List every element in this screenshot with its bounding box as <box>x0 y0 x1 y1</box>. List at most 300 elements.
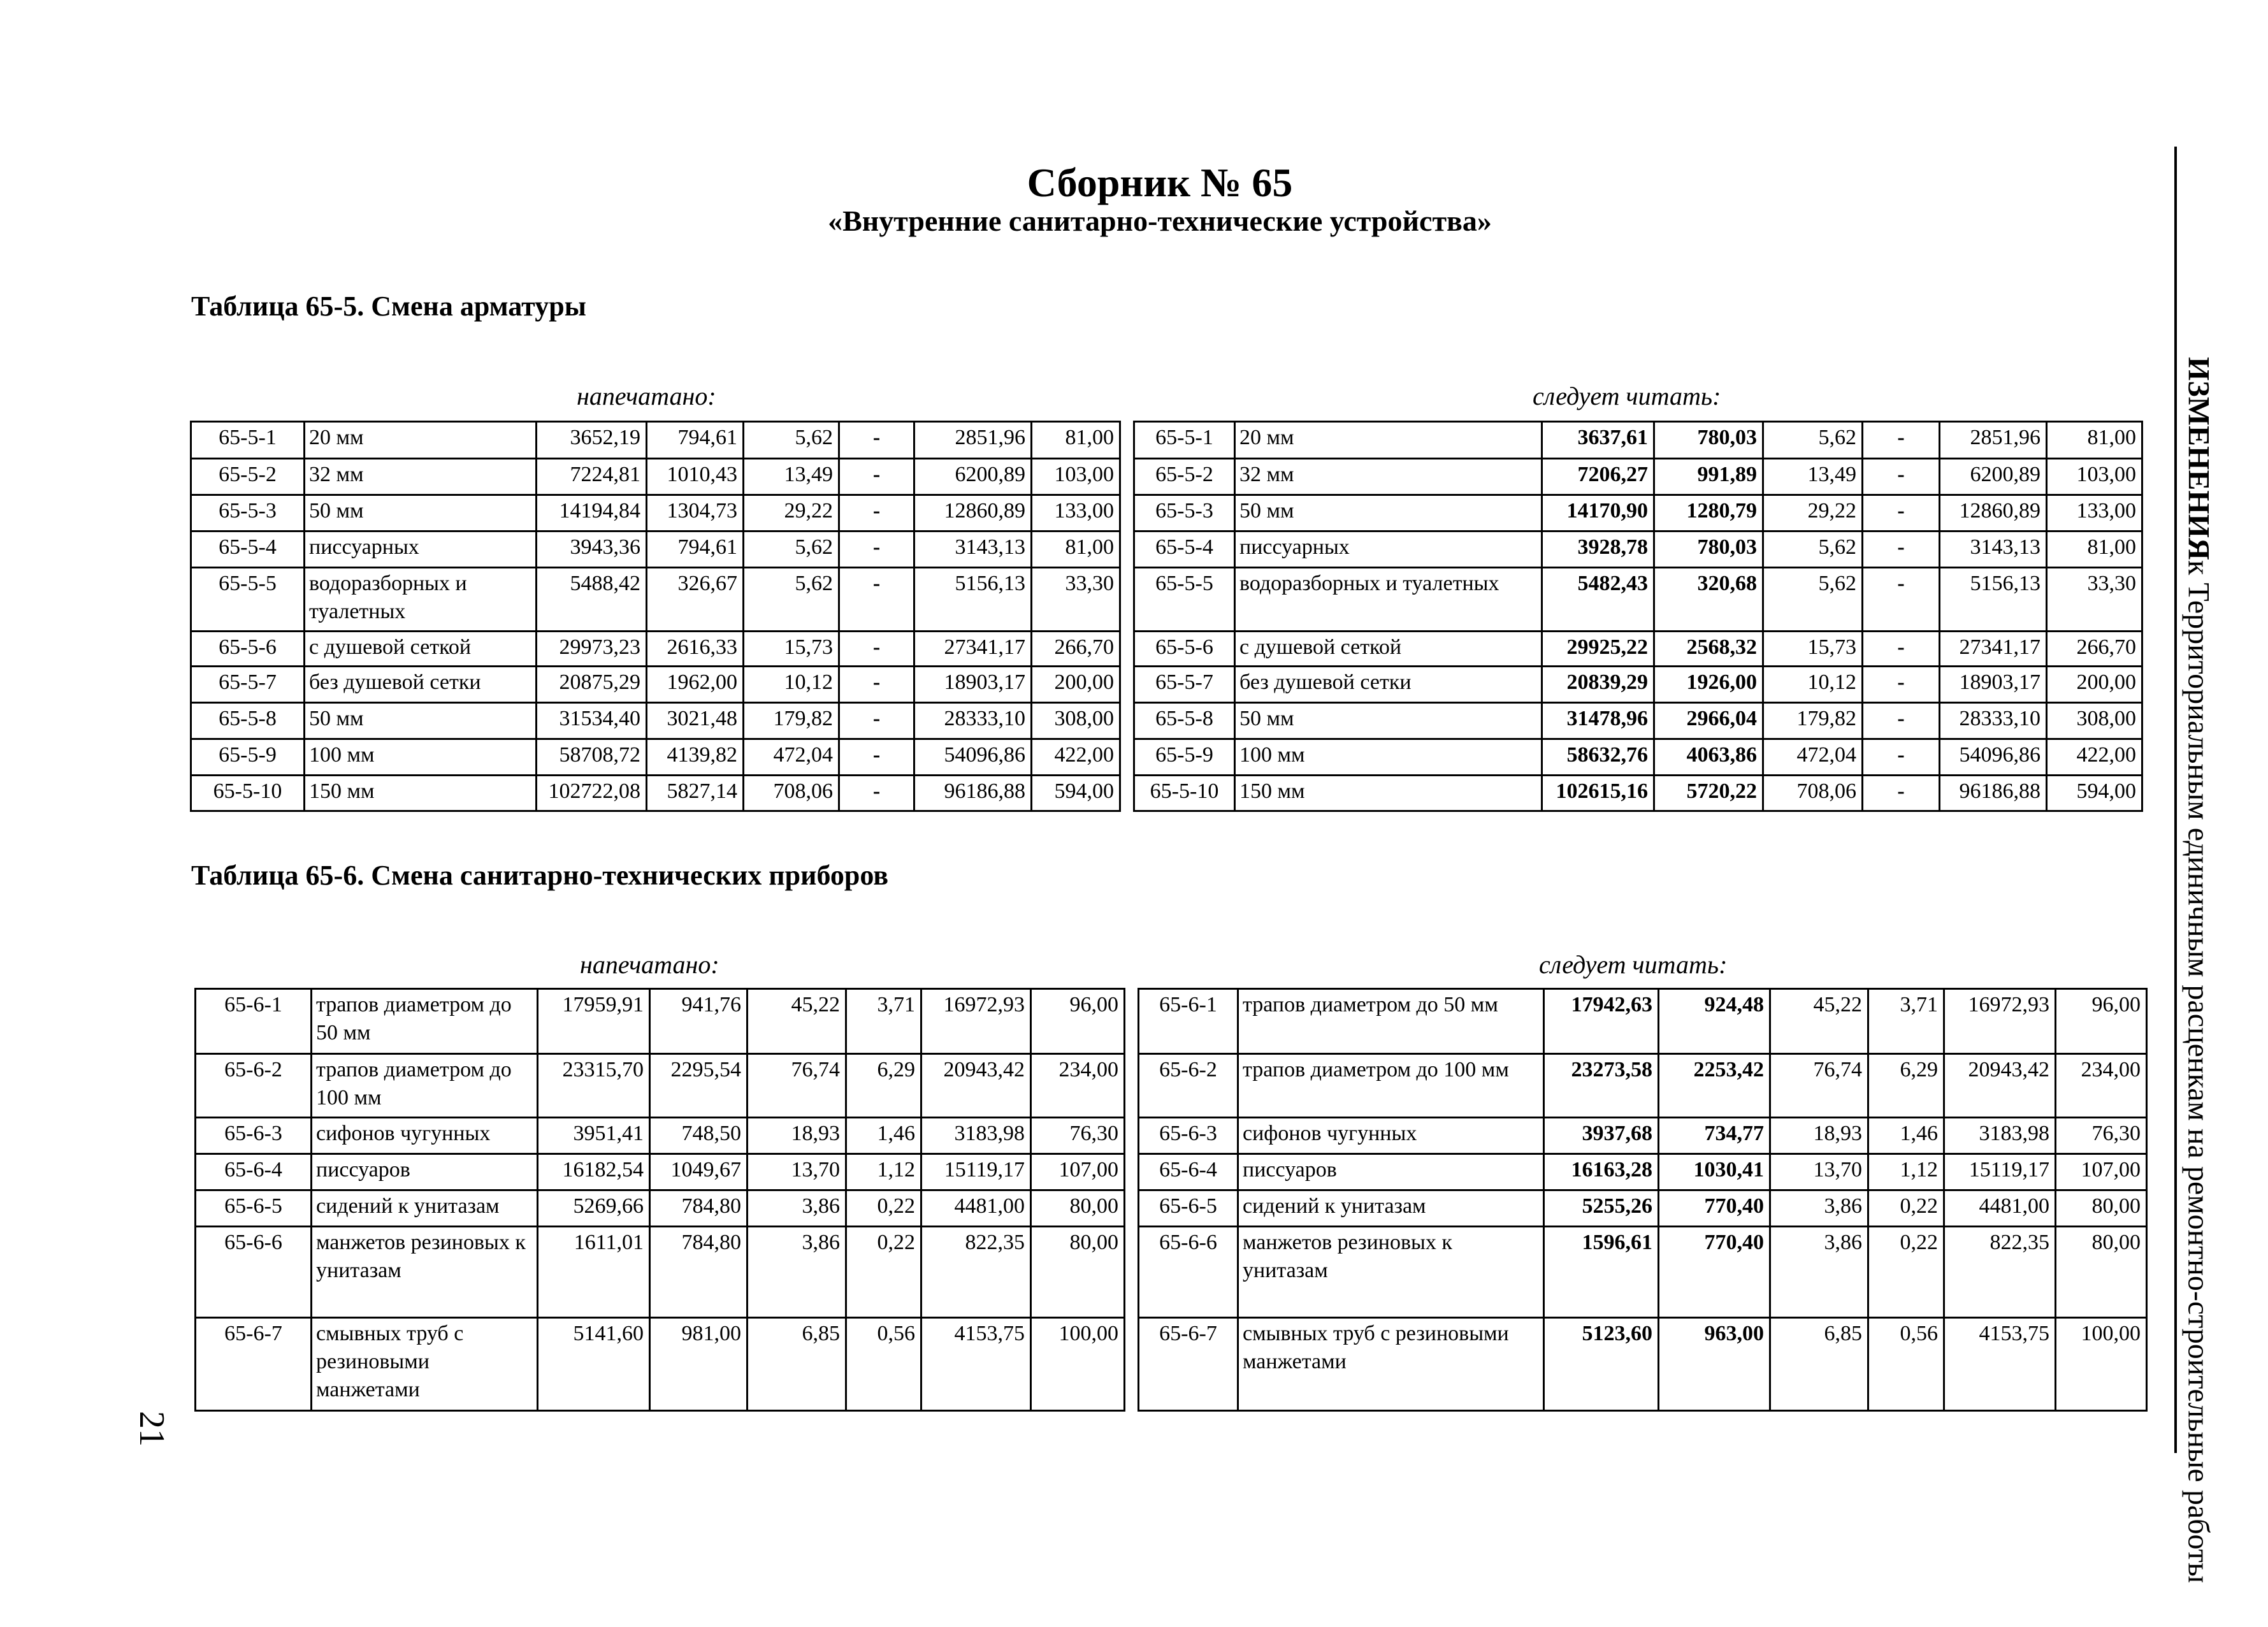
table-65-6-read-label: следует читать: <box>1539 950 1728 979</box>
table-row <box>1134 632 2142 667</box>
name-cell: водоразборных и туалетных <box>305 568 537 632</box>
table-65-6-caption: Таблица 65-6. Смена санитарно-технических приборов <box>191 860 889 891</box>
labor-cell: 33,30 <box>2047 568 2142 632</box>
wage-cell: 941,76 <box>650 989 748 1054</box>
page-number: 21 <box>132 1411 171 1447</box>
driver-wage-cell: 3,71 <box>846 989 921 1054</box>
wage-cell: 794,61 <box>647 531 744 568</box>
table-row <box>196 989 1125 1054</box>
materials-cell: 4481,00 <box>921 1190 1031 1227</box>
table-row <box>191 422 1120 459</box>
materials-cell: 12860,89 <box>1940 495 2047 531</box>
code-cell: 65-6-1 <box>1139 989 1238 1054</box>
machine-cell: 708,06 <box>1763 776 1863 811</box>
wage-cell: 1280,79 <box>1654 495 1763 531</box>
name-cell: 50 мм <box>1235 495 1542 531</box>
driver-wage-cell: - <box>839 739 914 776</box>
materials-cell: 6200,89 <box>1940 459 2047 495</box>
table-row <box>1134 422 2142 459</box>
table-row <box>196 1190 1125 1227</box>
labor-cell: 81,00 <box>2047 422 2142 459</box>
driver-wage-cell: - <box>839 776 914 811</box>
name-cell: 20 мм <box>305 422 537 459</box>
name-cell: 150 мм <box>1235 776 1542 811</box>
driver-wage-cell: 0,22 <box>846 1227 921 1318</box>
code-cell: 65-5-10 <box>1134 776 1235 811</box>
wage-cell: 780,03 <box>1654 531 1763 568</box>
labor-cell: 80,00 <box>2056 1227 2147 1318</box>
labor-cell: 107,00 <box>2056 1154 2147 1190</box>
total-cell: 31534,40 <box>537 703 647 739</box>
collection-subtitle: «Внутренние санитарно-технические устройства» <box>828 205 1492 237</box>
driver-wage-cell: 0,22 <box>846 1190 921 1227</box>
wage-cell: 770,40 <box>1659 1227 1770 1318</box>
table-row <box>1134 495 2142 531</box>
driver-wage-cell: 0,22 <box>1868 1190 1944 1227</box>
table-row <box>1139 1154 2147 1190</box>
code-cell: 65-6-4 <box>196 1154 312 1190</box>
total-cell: 7224,81 <box>537 459 647 495</box>
machine-cell: 3,86 <box>1770 1190 1868 1227</box>
driver-wage-cell: - <box>1863 703 1940 739</box>
total-cell: 7206,27 <box>1542 459 1654 495</box>
name-cell: писсуаров <box>312 1154 538 1190</box>
labor-cell: 422,00 <box>1032 739 1120 776</box>
total-cell: 20875,29 <box>537 667 647 703</box>
name-cell: писсуарных <box>305 531 537 568</box>
labor-cell: 266,70 <box>1032 632 1120 667</box>
table-row <box>191 776 1120 811</box>
machine-cell: 29,22 <box>1763 495 1863 531</box>
code-cell: 65-5-6 <box>1134 632 1235 667</box>
name-cell: водоразборных и туалетных <box>1235 568 1542 632</box>
name-cell: сидений к унитазам <box>312 1190 538 1227</box>
driver-wage-cell: 0,56 <box>1868 1318 1944 1411</box>
wage-cell: 4063,86 <box>1654 739 1763 776</box>
code-cell: 65-6-5 <box>1139 1190 1238 1227</box>
wage-cell: 794,61 <box>647 422 744 459</box>
wage-cell: 734,77 <box>1659 1118 1770 1154</box>
driver-wage-cell: - <box>1863 459 1940 495</box>
driver-wage-cell: - <box>839 632 914 667</box>
name-cell: 32 мм <box>305 459 537 495</box>
driver-wage-cell: - <box>839 531 914 568</box>
name-cell: с душевой сеткой <box>1235 632 1542 667</box>
side-title-bold: ИЗМЕНЕНИЯ <box>2181 357 2216 560</box>
table-row <box>1134 531 2142 568</box>
code-cell: 65-5-1 <box>191 422 305 459</box>
table-row <box>196 1154 1125 1190</box>
materials-cell: 27341,17 <box>1940 632 2047 667</box>
table-row <box>191 495 1120 531</box>
machine-cell: 15,73 <box>744 632 839 667</box>
total-cell: 3928,78 <box>1542 531 1654 568</box>
labor-cell: 80,00 <box>1031 1227 1125 1318</box>
driver-wage-cell: - <box>1863 776 1940 811</box>
driver-wage-cell: - <box>1863 632 1940 667</box>
labor-cell: 103,00 <box>2047 459 2142 495</box>
materials-cell: 28333,10 <box>1940 703 2047 739</box>
code-cell: 65-5-6 <box>191 632 305 667</box>
materials-cell: 4153,75 <box>921 1318 1031 1411</box>
side-running-title <box>2168 357 2229 1583</box>
table-row <box>196 1054 1125 1118</box>
materials-cell: 12860,89 <box>914 495 1032 531</box>
name-cell: без душевой сетки <box>1235 667 1542 703</box>
materials-cell: 3143,13 <box>914 531 1032 568</box>
labor-cell: 234,00 <box>2056 1054 2147 1118</box>
name-cell: смывных труб с резиновыми манжетами <box>312 1318 538 1411</box>
driver-wage-cell: 6,29 <box>1868 1054 1944 1118</box>
materials-cell: 96186,88 <box>914 776 1032 811</box>
labor-cell: 100,00 <box>1031 1318 1125 1411</box>
name-cell: 100 мм <box>1235 739 1542 776</box>
total-cell: 31478,96 <box>1542 703 1654 739</box>
code-cell: 65-6-6 <box>1139 1227 1238 1318</box>
table-row <box>1139 989 2147 1054</box>
materials-cell: 20943,42 <box>1944 1054 2056 1118</box>
table-65-6-read <box>1138 988 2148 1412</box>
machine-cell: 10,12 <box>1763 667 1863 703</box>
code-cell: 65-5-3 <box>1134 495 1235 531</box>
machine-cell: 18,93 <box>1770 1118 1868 1154</box>
labor-cell: 133,00 <box>1032 495 1120 531</box>
total-cell: 23273,58 <box>1544 1054 1659 1118</box>
labor-cell: 100,00 <box>2056 1318 2147 1411</box>
materials-cell: 3183,98 <box>1944 1118 2056 1154</box>
name-cell: трапов диаметром до 50 мм <box>312 989 538 1054</box>
total-cell: 29973,23 <box>537 632 647 667</box>
side-title-rest: к Территориальным единичным расценкам на ремонтно-строительные работы <box>2181 560 2216 1583</box>
driver-wage-cell: 1,12 <box>1868 1154 1944 1190</box>
machine-cell: 3,86 <box>748 1190 846 1227</box>
labor-cell: 234,00 <box>1031 1054 1125 1118</box>
table-row <box>191 632 1120 667</box>
driver-wage-cell: 6,29 <box>846 1054 921 1118</box>
machine-cell: 13,49 <box>744 459 839 495</box>
code-cell: 65-5-9 <box>191 739 305 776</box>
materials-cell: 2851,96 <box>1940 422 2047 459</box>
wage-cell: 4139,82 <box>647 739 744 776</box>
wage-cell: 981,00 <box>650 1318 748 1411</box>
name-cell: 50 мм <box>305 703 537 739</box>
driver-wage-cell: 3,71 <box>1868 989 1944 1054</box>
code-cell: 65-5-2 <box>191 459 305 495</box>
machine-cell: 5,62 <box>744 531 839 568</box>
materials-cell: 3183,98 <box>921 1118 1031 1154</box>
code-cell: 65-6-6 <box>196 1227 312 1318</box>
code-cell: 65-6-7 <box>1139 1318 1238 1411</box>
table-row <box>1134 667 2142 703</box>
machine-cell: 5,62 <box>1763 531 1863 568</box>
name-cell: трапов диаметром до 50 мм <box>1238 989 1544 1054</box>
table-row <box>191 667 1120 703</box>
labor-cell: 308,00 <box>2047 703 2142 739</box>
machine-cell: 3,86 <box>1770 1227 1868 1318</box>
name-cell: без душевой сетки <box>305 667 537 703</box>
table-65-5-read <box>1133 421 2143 812</box>
total-cell: 16163,28 <box>1544 1154 1659 1190</box>
wage-cell: 326,67 <box>647 568 744 632</box>
table-row <box>1139 1227 2147 1318</box>
total-cell: 5123,60 <box>1544 1318 1659 1411</box>
table-row <box>1139 1318 2147 1411</box>
code-cell: 65-6-2 <box>1139 1054 1238 1118</box>
name-cell: сидений к унитазам <box>1238 1190 1544 1227</box>
wage-cell: 1049,67 <box>650 1154 748 1190</box>
total-cell: 17942,63 <box>1544 989 1659 1054</box>
code-cell: 65-5-4 <box>191 531 305 568</box>
code-cell: 65-5-10 <box>191 776 305 811</box>
code-cell: 65-5-5 <box>191 568 305 632</box>
total-cell: 5488,42 <box>537 568 647 632</box>
total-cell: 3937,68 <box>1544 1118 1659 1154</box>
materials-cell: 2851,96 <box>914 422 1032 459</box>
wage-cell: 5720,22 <box>1654 776 1763 811</box>
materials-cell: 5156,13 <box>914 568 1032 632</box>
materials-cell: 4153,75 <box>1944 1318 2056 1411</box>
machine-cell: 6,85 <box>1770 1318 1868 1411</box>
labor-cell: 96,00 <box>1031 989 1125 1054</box>
driver-wage-cell: - <box>1863 568 1940 632</box>
table-row <box>1139 1054 2147 1118</box>
table-row <box>191 459 1120 495</box>
wage-cell: 2568,32 <box>1654 632 1763 667</box>
code-cell: 65-5-4 <box>1134 531 1235 568</box>
driver-wage-cell: 1,46 <box>846 1118 921 1154</box>
total-cell: 102722,08 <box>537 776 647 811</box>
code-cell: 65-5-8 <box>1134 703 1235 739</box>
driver-wage-cell: - <box>839 422 914 459</box>
name-cell: писсуаров <box>1238 1154 1544 1190</box>
code-cell: 65-5-1 <box>1134 422 1235 459</box>
table-row <box>191 703 1120 739</box>
table-65-5-read-label: следует читать: <box>1533 382 1721 410</box>
labor-cell: 103,00 <box>1032 459 1120 495</box>
labor-cell: 594,00 <box>1032 776 1120 811</box>
total-cell: 29925,22 <box>1542 632 1654 667</box>
labor-cell: 422,00 <box>2047 739 2142 776</box>
labor-cell: 200,00 <box>1032 667 1120 703</box>
driver-wage-cell: - <box>1863 422 1940 459</box>
machine-cell: 472,04 <box>1763 739 1863 776</box>
name-cell: 50 мм <box>1235 703 1542 739</box>
table-row <box>196 1318 1125 1411</box>
labor-cell: 594,00 <box>2047 776 2142 811</box>
total-cell: 14194,84 <box>537 495 647 531</box>
machine-cell: 76,74 <box>1770 1054 1868 1118</box>
wage-cell: 2295,54 <box>650 1054 748 1118</box>
table-row <box>1139 1118 2147 1154</box>
total-cell: 102615,16 <box>1542 776 1654 811</box>
driver-wage-cell: - <box>839 667 914 703</box>
wage-cell: 1962,00 <box>647 667 744 703</box>
total-cell: 3652,19 <box>537 422 647 459</box>
total-cell: 58708,72 <box>537 739 647 776</box>
code-cell: 65-5-2 <box>1134 459 1235 495</box>
driver-wage-cell: - <box>839 568 914 632</box>
machine-cell: 5,62 <box>744 568 839 632</box>
wage-cell: 748,50 <box>650 1118 748 1154</box>
labor-cell: 308,00 <box>1032 703 1120 739</box>
labor-cell: 266,70 <box>2047 632 2142 667</box>
code-cell: 65-5-8 <box>191 703 305 739</box>
labor-cell: 133,00 <box>2047 495 2142 531</box>
materials-cell: 5156,13 <box>1940 568 2047 632</box>
total-cell: 58632,76 <box>1542 739 1654 776</box>
table-row <box>191 568 1120 632</box>
name-cell: 20 мм <box>1235 422 1542 459</box>
table-row <box>1134 776 2142 811</box>
table-65-5-printed <box>190 421 1121 812</box>
materials-cell: 16972,93 <box>921 989 1031 1054</box>
name-cell: с душевой сеткой <box>305 632 537 667</box>
wage-cell: 991,89 <box>1654 459 1763 495</box>
name-cell: манжетов резиновых к унитазам <box>312 1227 538 1318</box>
labor-cell: 96,00 <box>2056 989 2147 1054</box>
machine-cell: 45,22 <box>748 989 846 1054</box>
collection-title: Сборник № 65 <box>1027 160 1293 205</box>
labor-cell: 81,00 <box>2047 531 2142 568</box>
driver-wage-cell: - <box>839 459 914 495</box>
wage-cell: 320,68 <box>1654 568 1763 632</box>
materials-cell: 16972,93 <box>1944 989 2056 1054</box>
materials-cell: 54096,86 <box>1940 739 2047 776</box>
materials-cell: 18903,17 <box>1940 667 2047 703</box>
name-cell: манжетов резиновых к унитазам <box>1238 1227 1544 1318</box>
materials-cell: 15119,17 <box>1944 1154 2056 1190</box>
total-cell: 20839,29 <box>1542 667 1654 703</box>
machine-cell: 45,22 <box>1770 989 1868 1054</box>
wage-cell: 784,80 <box>650 1190 748 1227</box>
table-row <box>191 531 1120 568</box>
code-cell: 65-6-2 <box>196 1054 312 1118</box>
materials-cell: 27341,17 <box>914 632 1032 667</box>
name-cell: сифонов чугунных <box>1238 1118 1544 1154</box>
machine-cell: 5,62 <box>1763 422 1863 459</box>
code-cell: 65-5-3 <box>191 495 305 531</box>
table-65-6-printed <box>194 988 1125 1412</box>
labor-cell: 76,30 <box>2056 1118 2147 1154</box>
wage-cell: 1010,43 <box>647 459 744 495</box>
materials-cell: 20943,42 <box>921 1054 1031 1118</box>
machine-cell: 13,49 <box>1763 459 1863 495</box>
code-cell: 65-6-7 <box>196 1318 312 1411</box>
wage-cell: 770,40 <box>1659 1190 1770 1227</box>
driver-wage-cell: - <box>1863 531 1940 568</box>
code-cell: 65-6-1 <box>196 989 312 1054</box>
table-row <box>1134 739 2142 776</box>
materials-cell: 4481,00 <box>1944 1190 2056 1227</box>
machine-cell: 708,06 <box>744 776 839 811</box>
machine-cell: 13,70 <box>1770 1154 1868 1190</box>
code-cell: 65-6-4 <box>1139 1154 1238 1190</box>
materials-cell: 18903,17 <box>914 667 1032 703</box>
total-cell: 5141,60 <box>538 1318 650 1411</box>
machine-cell: 29,22 <box>744 495 839 531</box>
driver-wage-cell: - <box>1863 495 1940 531</box>
code-cell: 65-5-7 <box>191 667 305 703</box>
labor-cell: 33,30 <box>1032 568 1120 632</box>
table-row <box>1134 703 2142 739</box>
driver-wage-cell: 1,46 <box>1868 1118 1944 1154</box>
materials-cell: 6200,89 <box>914 459 1032 495</box>
total-cell: 5482,43 <box>1542 568 1654 632</box>
materials-cell: 96186,88 <box>1940 776 2047 811</box>
wage-cell: 924,48 <box>1659 989 1770 1054</box>
table-row <box>196 1227 1125 1318</box>
labor-cell: 80,00 <box>2056 1190 2147 1227</box>
materials-cell: 54096,86 <box>914 739 1032 776</box>
labor-cell: 76,30 <box>1031 1118 1125 1154</box>
materials-cell: 15119,17 <box>921 1154 1031 1190</box>
code-cell: 65-6-3 <box>1139 1118 1238 1154</box>
total-cell: 5255,26 <box>1544 1190 1659 1227</box>
machine-cell: 3,86 <box>748 1227 846 1318</box>
name-cell: 50 мм <box>305 495 537 531</box>
machine-cell: 472,04 <box>744 739 839 776</box>
code-cell: 65-5-5 <box>1134 568 1235 632</box>
wage-cell: 5827,14 <box>647 776 744 811</box>
wage-cell: 2616,33 <box>647 632 744 667</box>
machine-cell: 179,82 <box>744 703 839 739</box>
wage-cell: 2966,04 <box>1654 703 1763 739</box>
driver-wage-cell: - <box>1863 667 1940 703</box>
machine-cell: 10,12 <box>744 667 839 703</box>
code-cell: 65-6-5 <box>196 1190 312 1227</box>
name-cell: смывных труб с резиновыми манжетами <box>1238 1318 1544 1411</box>
materials-cell: 28333,10 <box>914 703 1032 739</box>
table-row <box>1134 568 2142 632</box>
labor-cell: 81,00 <box>1032 531 1120 568</box>
code-cell: 65-5-7 <box>1134 667 1235 703</box>
table-row <box>191 739 1120 776</box>
labor-cell: 200,00 <box>2047 667 2142 703</box>
machine-cell: 15,73 <box>1763 632 1863 667</box>
total-cell: 3943,36 <box>537 531 647 568</box>
wage-cell: 963,00 <box>1659 1318 1770 1411</box>
code-cell: 65-5-9 <box>1134 739 1235 776</box>
driver-wage-cell: - <box>839 495 914 531</box>
labor-cell: 80,00 <box>1031 1190 1125 1227</box>
table-65-5-caption: Таблица 65-5. Смена арматуры <box>191 291 587 322</box>
name-cell: сифонов чугунных <box>312 1118 538 1154</box>
code-cell: 65-6-3 <box>196 1118 312 1154</box>
driver-wage-cell: 1,12 <box>846 1154 921 1190</box>
wage-cell: 2253,42 <box>1659 1054 1770 1118</box>
table-65-5-printed-label: напечатано: <box>577 382 716 410</box>
total-cell: 1611,01 <box>538 1227 650 1318</box>
wage-cell: 1030,41 <box>1659 1154 1770 1190</box>
total-cell: 1596,61 <box>1544 1227 1659 1318</box>
total-cell: 5269,66 <box>538 1190 650 1227</box>
driver-wage-cell: - <box>839 703 914 739</box>
materials-cell: 822,35 <box>921 1227 1031 1318</box>
machine-cell: 13,70 <box>748 1154 846 1190</box>
wage-cell: 1304,73 <box>647 495 744 531</box>
table-65-6-printed-label: напечатано: <box>580 950 719 979</box>
machine-cell: 18,93 <box>748 1118 846 1154</box>
driver-wage-cell: 0,56 <box>846 1318 921 1411</box>
name-cell: писсуарных <box>1235 531 1542 568</box>
labor-cell: 107,00 <box>1031 1154 1125 1190</box>
total-cell: 23315,70 <box>538 1054 650 1118</box>
labor-cell: 81,00 <box>1032 422 1120 459</box>
name-cell: трапов диаметром до 100 мм <box>312 1054 538 1118</box>
wage-cell: 784,80 <box>650 1227 748 1318</box>
name-cell: трапов диаметром до 100 мм <box>1238 1054 1544 1118</box>
wage-cell: 1926,00 <box>1654 667 1763 703</box>
